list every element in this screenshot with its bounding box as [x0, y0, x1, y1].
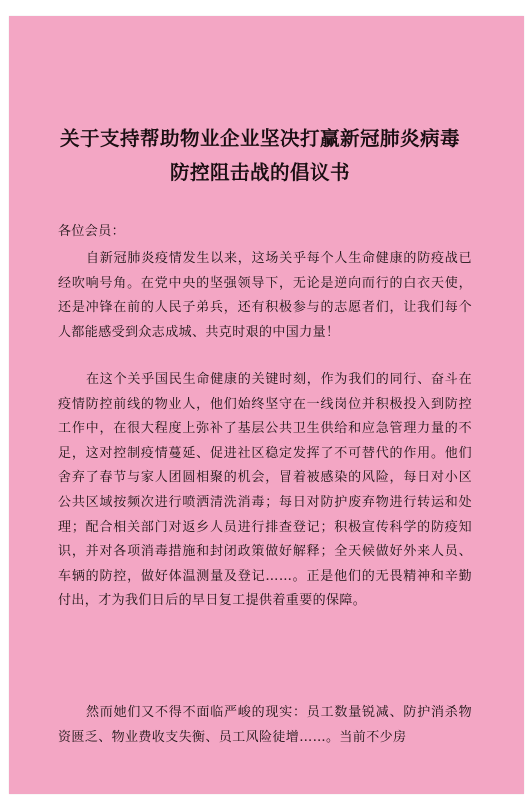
paragraph-1: 自新冠肺炎疫情发生以来，这场关乎每个人生命健康的防疫战已经吹响号角。在党中央的坚强领导下，无论是逆向而行的白衣天使，还是冲锋在前的人民子弟兵，还有积极参与的志愿者们，让我们每个人都能感受到众志成城、共克时艰的中国力量！	[58, 251, 472, 340]
paragraph-3: 然而她们又不得不面临严峻的现实：员工数量锐减、防护消杀物资匮乏、物业费收支失衡、员工风险徒增……。当前不少房	[58, 705, 472, 745]
paragraph-2: 在这个关乎国民生命健康的关键时刻，作为我们的同行、奋斗在疫情防控前线的物业人，他们始终坚守在一线岗位并积极投入到防控工作中，在很大程度上弥补了基层公共卫生供给和应急管理力量的不足，这对控制疫情蔓延、促进社区稳定发挥了不可替代的作用。他们舍弃了春节与家人团圆相聚的机会，冒着被感染的风险，每日对小区公共区域按频次进行喷洒清洗消毒；每日对防护废弃物进行转运和处理；配合相关部门对返乡人员进行排查登记；积极宣传科学的防疫知识，并对各项消毒措施和封闭政策做好解释；全天候做好外来人员、车辆的防控，做好体温测量及登记……。正是他们的无畏精神和辛勤付出，才为我们日后的早日复工提供着重要的保障。	[58, 372, 472, 609]
greeting: 各位会员：	[58, 224, 126, 239]
document-title-line-1: 关于支持帮助物业企业坚决打赢新冠肺炎病毒	[59, 127, 460, 150]
document-title-line-2: 防控阻击战的倡议书	[169, 161, 350, 184]
